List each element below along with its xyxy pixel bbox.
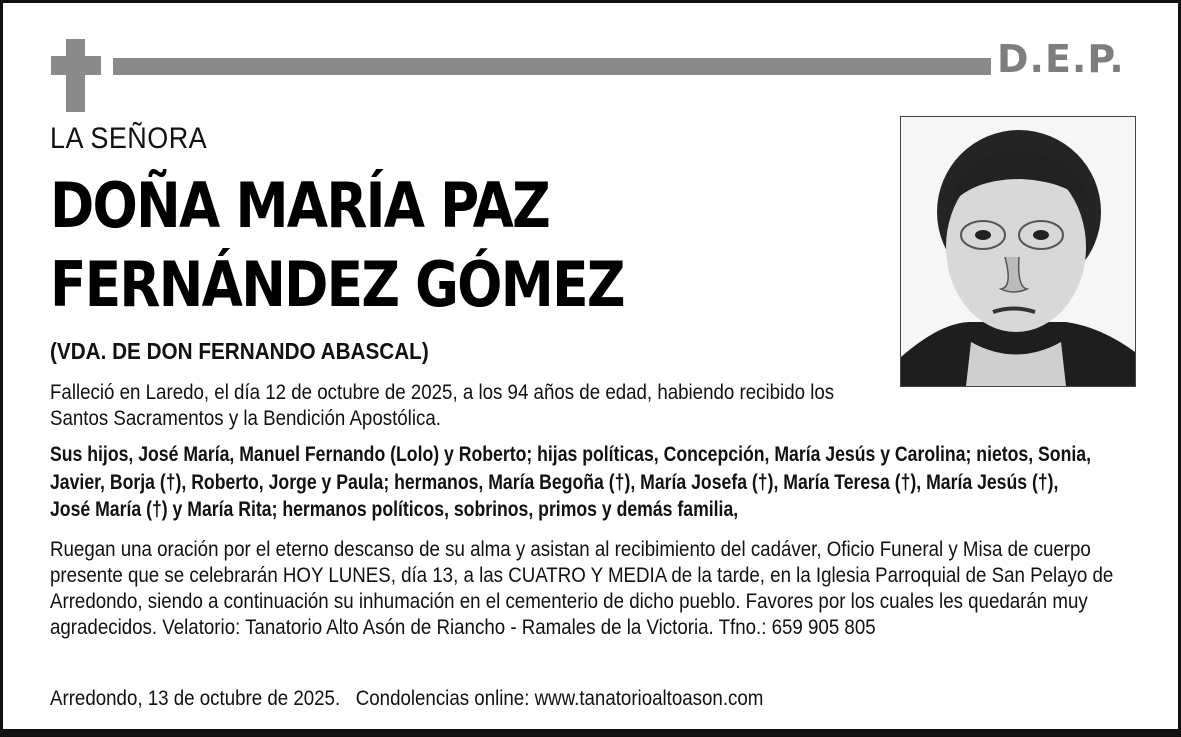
place-date: Arredondo, 13 de octubre de 2025. <box>50 686 341 710</box>
website-link[interactable]: www.tanatorioaltoason.com <box>534 686 764 710</box>
widow-of: (VDA. DE DON FERNANDO ABASCAL) <box>50 338 429 364</box>
condolences-label: Condolencias online: <box>355 686 530 710</box>
footer <box>50 685 1007 711</box>
header-rule <box>113 58 991 75</box>
intro-label: LA SEÑORA <box>50 122 208 155</box>
family-list: Sus hijos, José María, Manuel Fernando (Lolo) y Roberto; hijas políticas, Concepción, María Jesús y Carolina; nietos, Sonia, Javier, Borja (†), Roberto, Jorge y Paula; hermanos, María Begoña (†), María Josefa (†), María Teresa (†), María Jesús (†), José María (†) y María Rita; hermanos políticos, sobrinos, primos y demás familia, <box>50 443 1091 521</box>
ceremony-details: Ruegan una oración por el eterno descanso de su alma y asistan al recibimiento del cadáver, Oficio Funeral y Misa de cuerpo presente que se celebrarán HOY LUNES, día 13, a las CUATRO Y MEDIA de la tarde, en la Iglesia Parroquial de San Pelayo de Arredondo, siendo a continuación su inhumación en el cementerio de dicho pueblo. Favores por los cuales les quedarán muy agradecidos. Velatorio: Tanatorio Alto Asón de Riancho - Ramales de la Victoria. Tfno.: 659 905 805 <box>50 537 1114 639</box>
cross-icon-horizontal <box>51 56 101 75</box>
portrait-image-icon <box>901 117 1135 386</box>
portrait-photo <box>900 116 1136 387</box>
deceased-name-line1: DOÑA MARÍA PAZ <box>50 169 550 242</box>
dep-label: D.E.P. <box>997 37 1125 81</box>
death-notice: Falleció en Laredo, el día 12 de octubre de 2025, a los 94 años de edad, habiendo recibido los Santos Sacramentos y la Bendición Apostólica. <box>50 380 835 430</box>
deceased-name-line2: FERNÁNDEZ GÓMEZ <box>50 248 624 321</box>
cross-icon-vertical <box>66 39 85 112</box>
